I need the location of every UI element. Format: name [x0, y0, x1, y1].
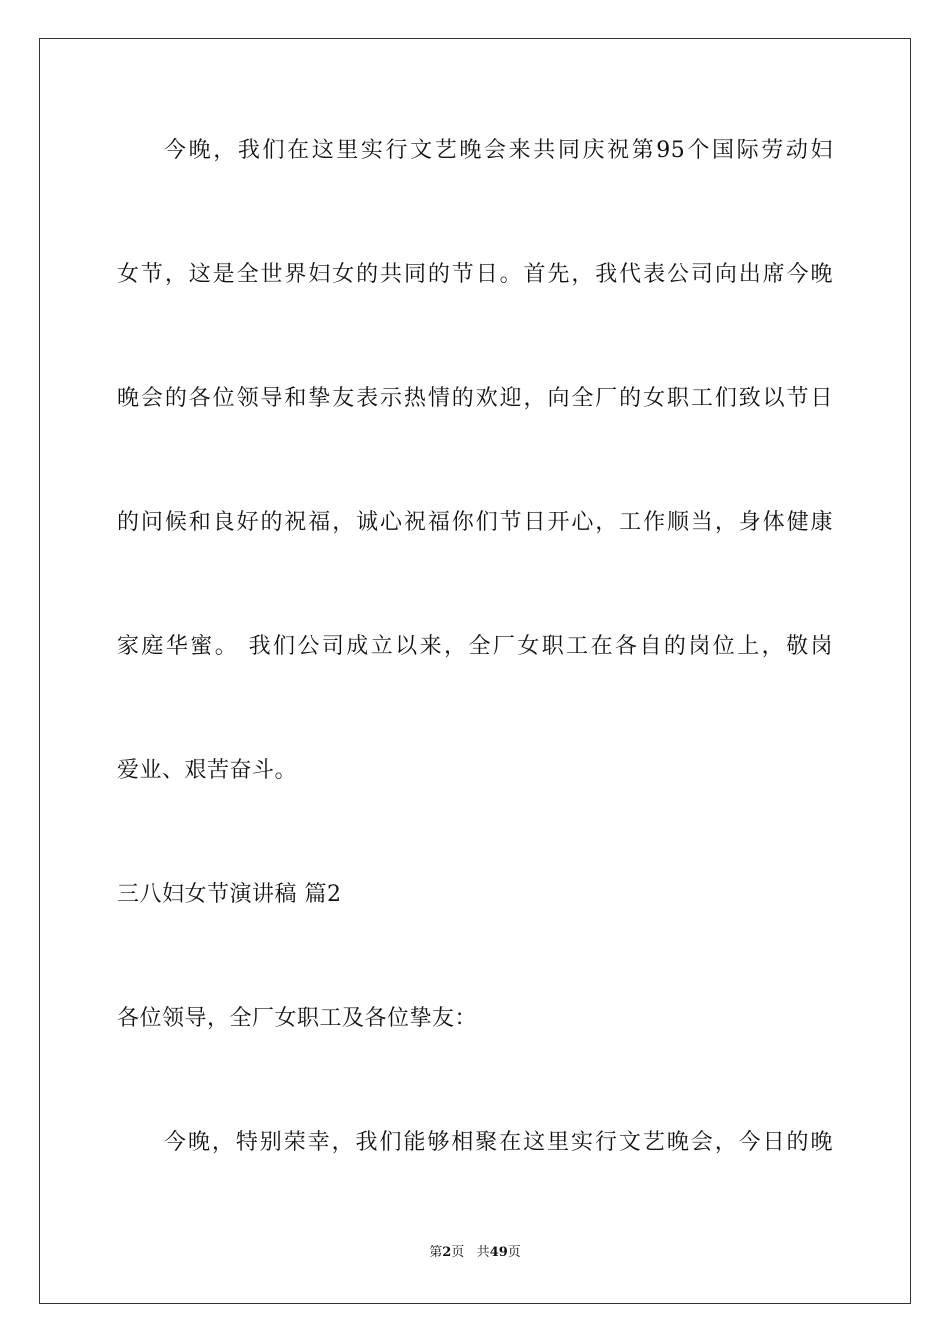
paragraph-line: 今晚，特别荣幸，我们能够相聚在这里实行文艺晚会，今日的晚 — [164, 1130, 833, 1155]
page-footer — [0, 1244, 950, 1262]
footer-page-suffix: 页 — [451, 1245, 465, 1260]
salutation: 各位领导，全厂女职工及各位挚友： — [117, 1006, 478, 1031]
footer-total-suffix: 页 — [507, 1245, 521, 1260]
footer-page-number: 2 — [442, 1245, 452, 1260]
page-frame — [39, 38, 911, 1304]
paragraph-line: 今晚，我们在这里实行文艺晚会来共同庆祝第95个国际劳动妇 — [164, 138, 833, 163]
paragraph-line: 晚会的各位领导和挚友表示热情的欢迎，向全厂的女职工们致以节日 — [117, 386, 833, 411]
paragraph-line: 的问候和良好的祝福，诚心祝福你们节日开心，工作顺当，身体健康 — [117, 510, 833, 535]
footer-total-prefix: 共 — [476, 1245, 490, 1260]
section-heading: 三八妇女节演讲稿 篇2 — [117, 882, 342, 907]
paragraph-line: 爱业、艰苦奋斗。 — [117, 758, 298, 783]
paragraph-line: 家庭华蜜。 我们公司成立以来，全厂女职工在各自的岗位上，敬岗 — [117, 634, 833, 659]
footer-page-prefix: 第 — [429, 1245, 443, 1260]
footer-total-pages: 49 — [489, 1245, 508, 1260]
paragraph-line: 女节，这是全世界妇女的共同的节日。首先，我代表公司向出席今晚 — [117, 262, 833, 287]
